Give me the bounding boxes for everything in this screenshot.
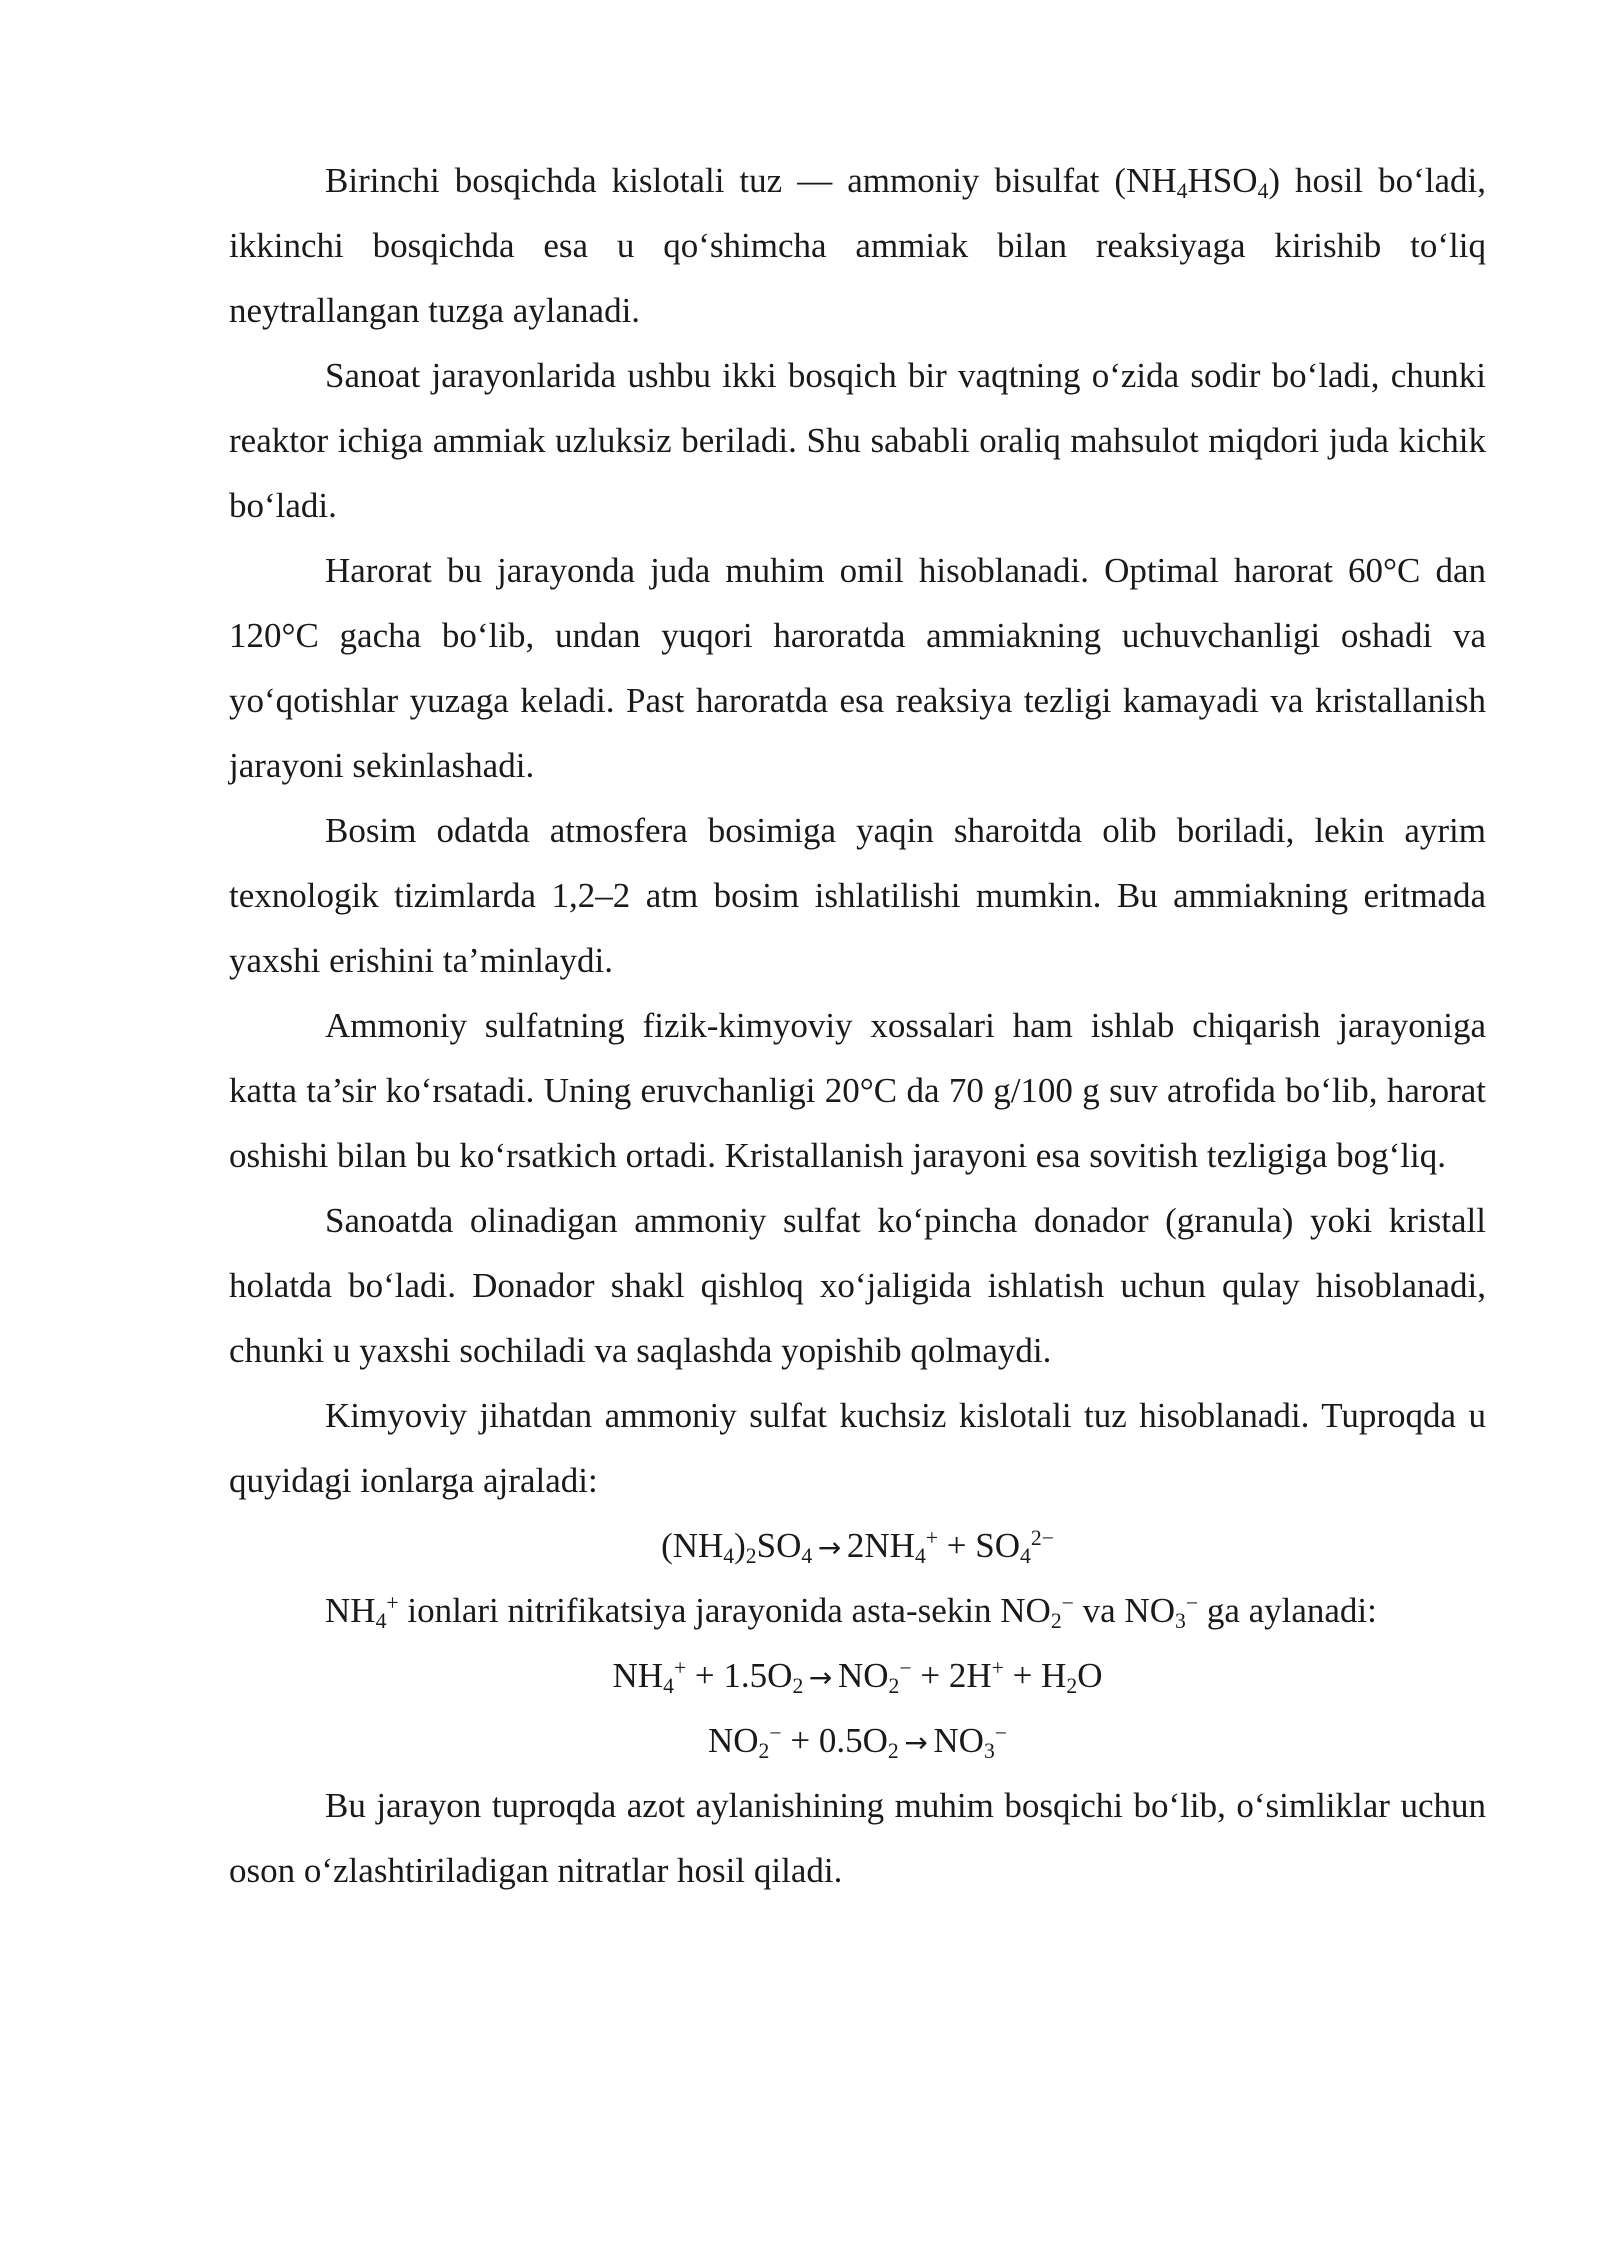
eq-term: NO [933,1721,984,1760]
subscript: 2 [745,1544,757,1569]
subscript: 4 [801,1544,813,1569]
eq-term: 2NH [846,1526,915,1565]
paragraph-properties: Ammoniy sulfatning fizik-kimyoviy xossalari ham ishlab chiqarish jarayoniga katta ta’sir ko‘rsatadi. Uning eruvchanligi 20°C da 70 g/100 g suv atrofida bo‘lib, harorat oshishi bilan bu ko‘rsatkich ortadi. Kristallanish jarayoni esa sovitish tezligiga bog‘liq. [229,1006,1486,1175]
eq-term: + H [1003,1656,1067,1695]
subscript: 2 [792,1674,804,1699]
reaction-arrow-icon: → [808,1661,833,1694]
reaction-arrow-icon: → [904,1726,928,1759]
eq-term: NH [612,1656,664,1695]
subscript: 2 [1066,1674,1078,1699]
superscript: + [991,1656,1004,1681]
text-run: va NO [1073,1591,1175,1630]
eq-term: + 1.5O [686,1656,793,1695]
subscript: 2 [1050,1609,1062,1634]
eq-term: ) [734,1526,746,1565]
subscript: 4 [663,1674,674,1699]
eq-term: + SO [938,1526,1020,1565]
superscript: − [769,1721,782,1746]
paragraph-temperature: Harorat bu jarayonda juda muhim omil hisoblanadi. Optimal harorat 60°C dan 120°C gacha bo‘lib, undan yuqori haroratda ammiakning uchuvchanligi oshadi va yo‘qotishlar yuzaga keladi. Past haroratda esa reaksiya tezligi kamayadi va kristallanish jarayoni sekinlashadi. [229,551,1486,785]
subscript: 3 [1174,1609,1186,1634]
eq-term: (NH [661,1526,724,1565]
paragraph-nitrification [229,1578,1486,1643]
paragraph-nitrogen-cycle: Bu jarayon tuproqda azot aylanishining muhim bosqichi bo‘lib, o‘simliklar uchun oson o‘zlashtiriladigan nitratlar hosil qiladi. [229,1786,1486,1890]
paragraph-industrial-process: Sanoat jarayonlarida ushbu ikki bosqich bir vaqtning o‘zida sodir bo‘ladi, chunki reaktor ichiga ammiak uzluksiz beriladi. Shu sababli oraliq mahsulot miqdori juda kichik bo‘ladi. [229,356,1486,525]
superscript: + [673,1656,687,1681]
superscript: − [994,1721,1008,1746]
equation-nitritation [229,1643,1486,1708]
text-run: ga aylanadi: [1198,1591,1377,1630]
subscript: 4 [375,1609,387,1634]
paragraph-bisulfate [229,148,1486,343]
document-page [229,148,1486,1903]
superscript: + [925,1526,939,1551]
paragraph-ionization-intro: Kimyoviy jihatdan ammoniy sulfat kuchsiz kislotali tuz hisoblanadi. Tuproqda u quyidagi ionlarga ajraladi: [229,1396,1486,1500]
superscript: 2− [1030,1526,1054,1551]
subscript: 3 [983,1739,995,1764]
subscript: 4 [914,1544,926,1569]
equation-nitratation [229,1708,1486,1773]
eq-term: NO [837,1656,889,1695]
text-run: HSO [1187,161,1258,200]
superscript: − [899,1656,912,1681]
eq-term: O [1077,1656,1103,1695]
superscript: − [1061,1591,1074,1616]
subscript: 4 [1176,179,1188,204]
text-run: ) hosil bo‘ladi, ikkinchi bosqichda esa u qo‘shimcha ammiak bilan reaksiyaga kirishib to‘liq neytrallangan tuzga aylanadi. [229,161,1486,330]
subscript: 2 [888,1674,900,1699]
text-run: ionlari nitrifikatsiya jarayonida asta-sekin NO [398,1591,1051,1630]
eq-term: NO [707,1721,759,1760]
paragraph-granular-form: Sanoatda olinadigan ammoniy sulfat ko‘pincha donador (granula) yoki kristall holatda bo‘ladi. Donador shakl qishloq xo‘jaligida ishlatish uchun qulay hisoblanadi, chunki u yaxshi sochiladi va saqlashda yopishib qolmaydi. [229,1201,1486,1370]
subscript: 2 [758,1739,770,1764]
subscript: 4 [1257,179,1269,204]
text-run: NH [325,1591,376,1630]
eq-term: + 0.5O [781,1721,888,1760]
equation-dissociation [229,1513,1486,1578]
subscript: 4 [1020,1544,1031,1569]
eq-term: SO [756,1526,802,1565]
reaction-arrow-icon: → [817,1531,842,1564]
paragraph-pressure: Bosim odatda atmosfera bosimiga yaqin sharoitda olib boriladi, lekin ayrim texnologik tizimlarda 1,2–2 atm bosim ishlatilishi mumkin. Bu ammiakning eritmada yaxshi erishini ta’minlaydi. [229,811,1486,980]
text-run: Birinchi bosqichda kislotali tuz — ammoniy bisulfat (NH [325,161,1177,200]
superscript: − [1185,1591,1199,1616]
subscript: 4 [723,1544,735,1569]
subscript: 2 [887,1739,899,1764]
eq-term: + 2H [911,1656,992,1695]
superscript: + [386,1591,399,1616]
